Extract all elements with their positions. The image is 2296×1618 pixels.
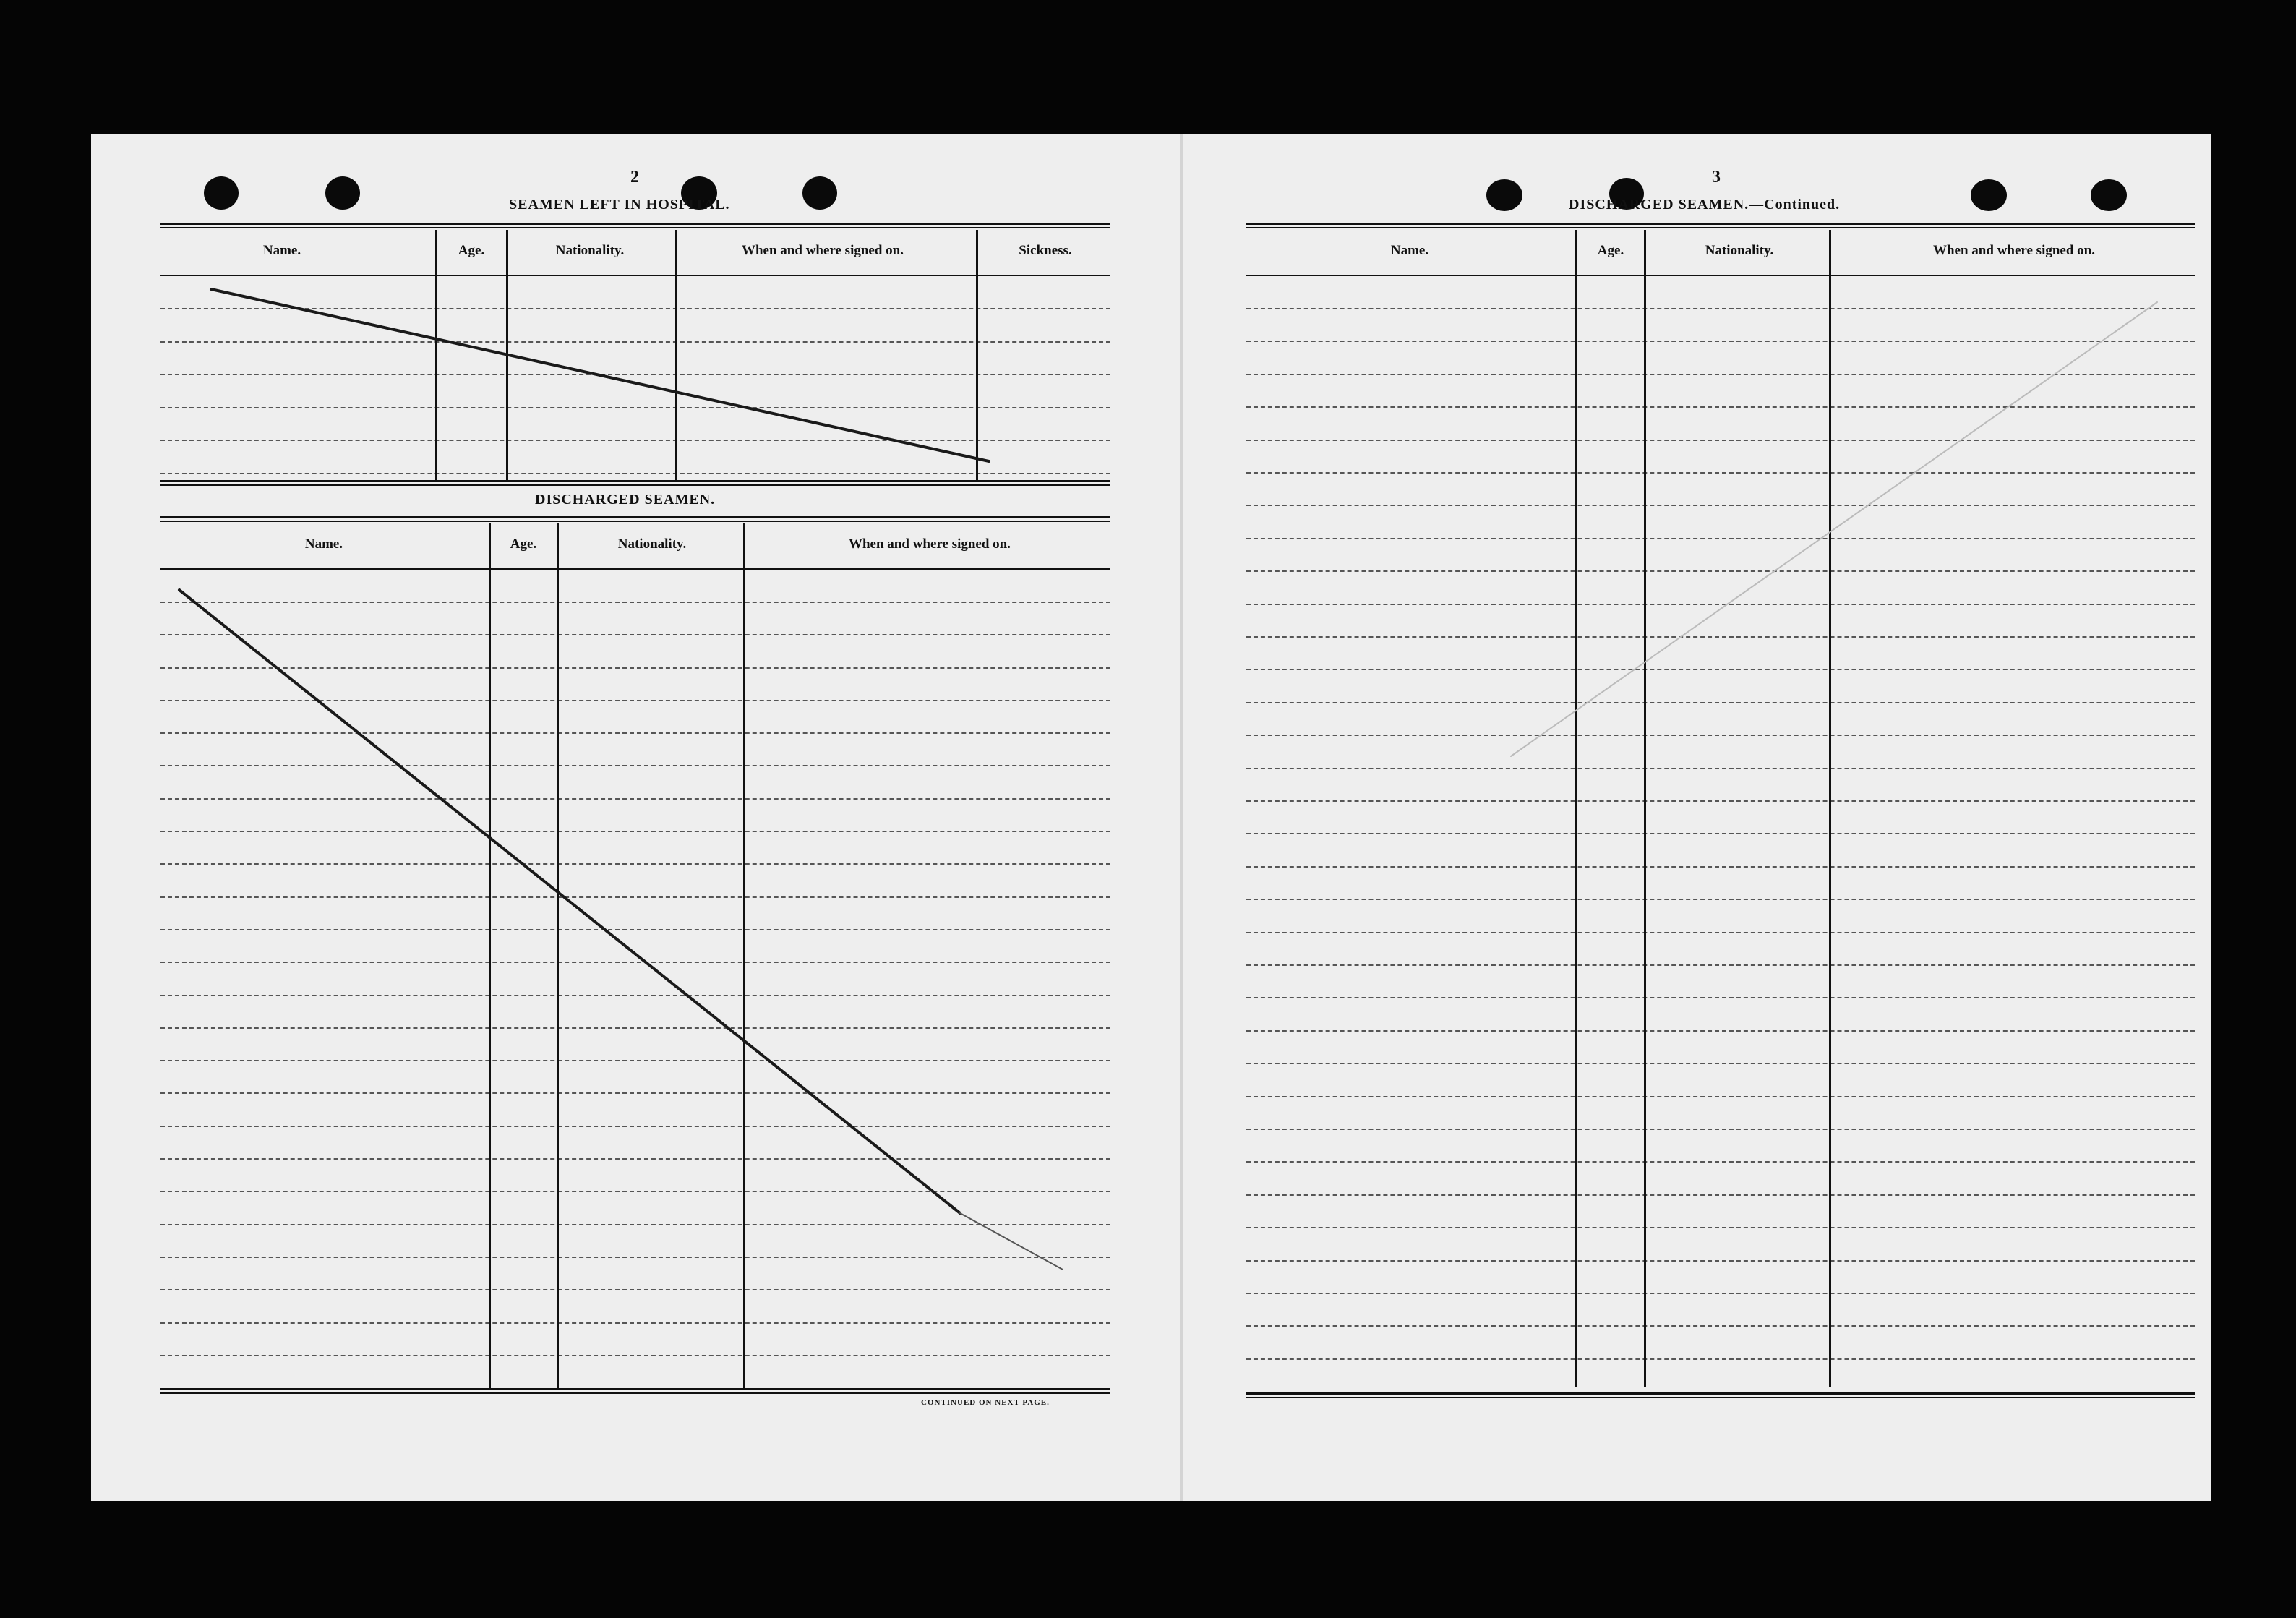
continued-footer: CONTINUED ON NEXT PAGE.	[921, 1398, 1050, 1407]
discharged-strike-line-tail	[960, 1213, 1063, 1270]
discharged-section-title: DISCHARGED SEAMEN.	[535, 492, 716, 508]
col-header-name: Name.	[1390, 243, 1429, 258]
page-number: 2	[630, 168, 639, 187]
discharged-continued-title: DISCHARGED SEAMEN.—Continued.	[1569, 197, 1841, 213]
col-header-signed-on: When and where signed on.	[1932, 243, 2096, 258]
discharged-strike-line	[179, 590, 960, 1213]
page-number: 3	[1712, 168, 1721, 187]
col-header-nationality: Nationality.	[617, 536, 687, 552]
col-header-name: Name.	[262, 243, 301, 258]
hospital-strike-line	[211, 289, 989, 461]
col-header-age: Age.	[1597, 243, 1624, 258]
col-header-nationality: Nationality.	[555, 243, 625, 258]
col-header-name: Name.	[304, 536, 343, 552]
col-header-age: Age.	[458, 243, 485, 258]
col-header-nationality: Nationality.	[1705, 243, 1774, 258]
col-header-signed-on: When and where signed on.	[848, 536, 1011, 552]
right-page-faint-strike	[1511, 302, 2157, 756]
col-header-age: Age.	[510, 536, 537, 552]
col-header-sickness: Sickness.	[1019, 243, 1072, 258]
hospital-section-title: SEAMEN LEFT IN HOSPITAL.	[509, 197, 730, 213]
col-header-signed-on: When and where signed on.	[741, 243, 904, 258]
